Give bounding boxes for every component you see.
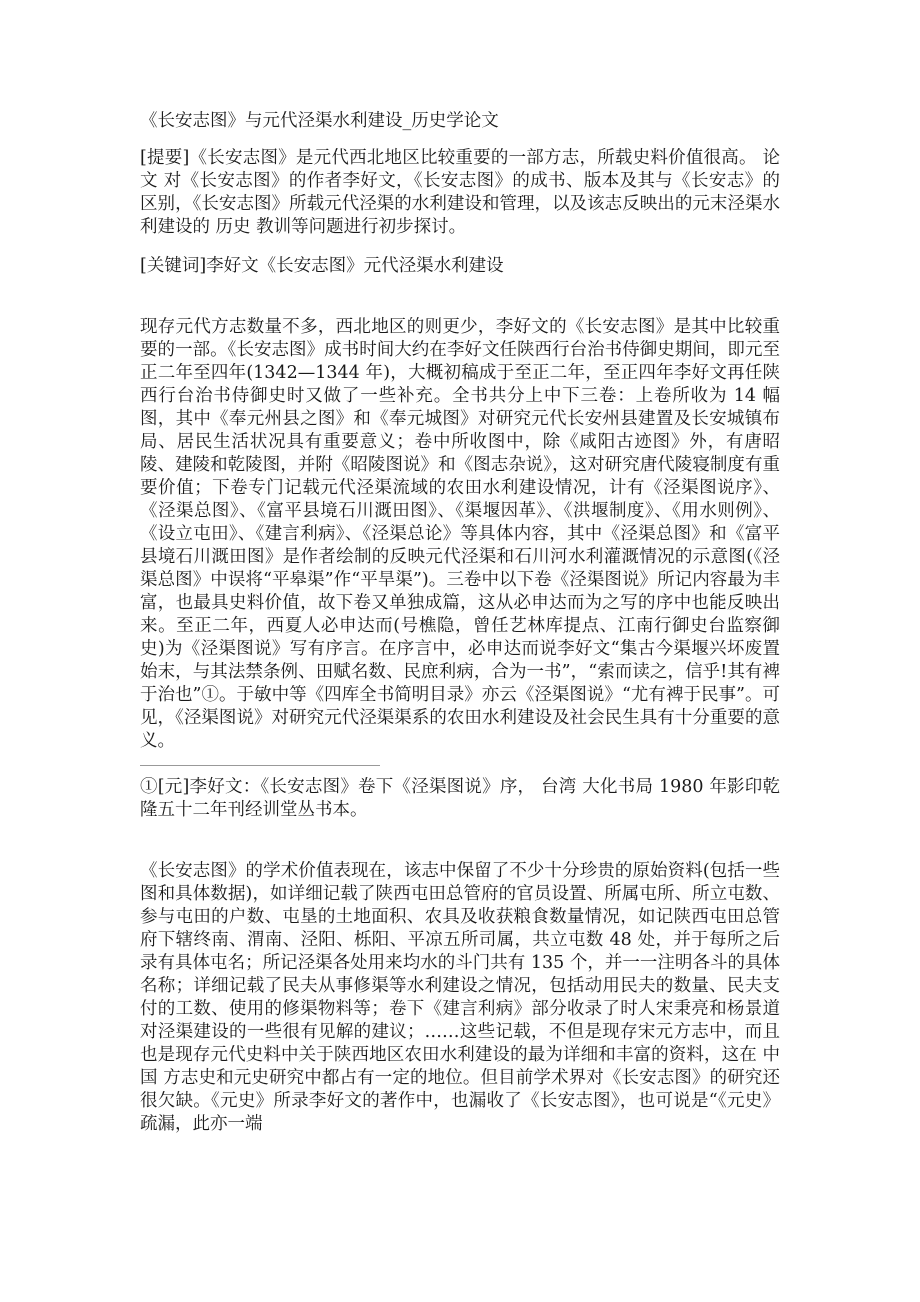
body-paragraph-1: 现存元代方志数量不多，西北地区的则更少，李好文的《长安志图》是其中比较重要的一部。《长安志图》成书时间大约在李好文任陕西行台治书侍御史期间，即元至正二年至四年(1342—1344 年)，大概初稿成于至正二年，至正四年李好文再任陕西行台治书侍御史时又做了一些补充。全书共分上中下三卷：上卷所收为 14 幅图，其中《奉元州县之图》和《奉元城图》对研究元代长安州县建置及长安城镇布局、居民生活状况具有重要意义；卷中所收图中，除《咸阳古迹图》外，有唐昭陵、建陵和乾陵图，并附《昭陵图说》和《图志杂说》，这对研究唐代陵寝制度有重要价值；下卷专门记载元代泾渠流域的农田水利建设情况，计有《泾渠图说序》、《泾渠总图》、《富平县境石川溉田图》、《渠堰因革》、《洪堰制度》、《用水则例》、《设立屯田》、《建言利病》、《泾渠总论》等具体内容，其中《泾渠总图》和《富平县境石川溉田图》是作者绘制的反映元代泾渠和石川河水利灌溉情况的示意图(《泾渠总图》中误将“平皋渠”作“平旱渠”)。三卷中以下卷《泾渠图说》所记内容最为丰富，也最具史料价值，故下卷又单独成篇，这从必申达而为之写的序中也能反映出来。至正二年，西夏人必申达而(号樵隐，曾任艺林库提点、江南行御史台监察御史)为《泾渠图说》写有序言。在序言中，必申达而说李好文“集古今渠堰兴坏废置始末，与其法禁条例、田赋名数、民庶利病，合为一书”，“索而读之，信乎!其有裨于治也”①。于敏中等《四库全书简明目录》亦云《泾渠图说》“尤有裨于民事”。可见，《泾渠图说》对研究元代泾渠渠系的农田水利建设及社会民生具有十分重要的意义。 — [140, 317, 780, 751]
document-title: 《长安志图》与元代泾渠水利建设_历史学论文 — [140, 111, 499, 131]
text-column — [140, 110, 780, 1136]
body-paragraph-2: 《长安志图》的学术价值表现在，该志中保留了不少十分珍贵的原始资料(包括一些图和具体数据)，如详细记载了陕西屯田总管府的官员设置、所属屯所、所立屯数、参与屯田的户数、屯垦的土地面积、农具及收获粮食数量情况，如记陕西屯田总管府下辖终南、渭南、泾阳、栎阳、平凉五所司属，共立屯数 48 处，并于每所之后录有具体屯名；所记泾渠各处用来均水的斗门共有 135 个，并一一注明各斗的具体名称；详细记载了民夫从事修渠等水利建设之情况，包括动用民夫的数量、民夫支付的工数、使用的修渠物料等；卷下《建言利病》部分收录了时人宋秉亮和杨景道对泾渠建设的一些很有见解的建议；……这些记载，不但是现存宋元方志中，而且也是现存元代史料中关于陕西地区农田水利建设的最为详细和丰富的资料，这在 中国 方志史和元史研究中都占有一定的地位。但目前学术界对《长安志图》的研究还很欠缺。《元史》所录李好文的著作中，也漏收了《长安志图》，也可说是“《元史》疏漏，此亦一端 — [140, 861, 780, 1134]
keywords-line: [关键词]李好文《长安志图》元代泾渠水利建设 — [140, 256, 504, 276]
footnote: ①[元]李好文：《长安志图》卷下《泾渠图说》序， 台湾 大化书局 1980 年影印乾隆五十二年刊经训堂丛书本。 — [140, 777, 780, 820]
footnote-divider — [140, 765, 380, 766]
abstract-paragraph: [提要]《长安志图》是元代西北地区比较重要的一部方志，所载史料价值很高。 论文 对《长安志图》的作者李好文，《长安志图》的成书、版本及其与《长安志》的区别，《长安志图》所载元代泾渠的水利建设和管理，以及该志反映出的元末泾渠水利建设的 历史 教训等问题进行初步探讨。 — [140, 148, 780, 237]
